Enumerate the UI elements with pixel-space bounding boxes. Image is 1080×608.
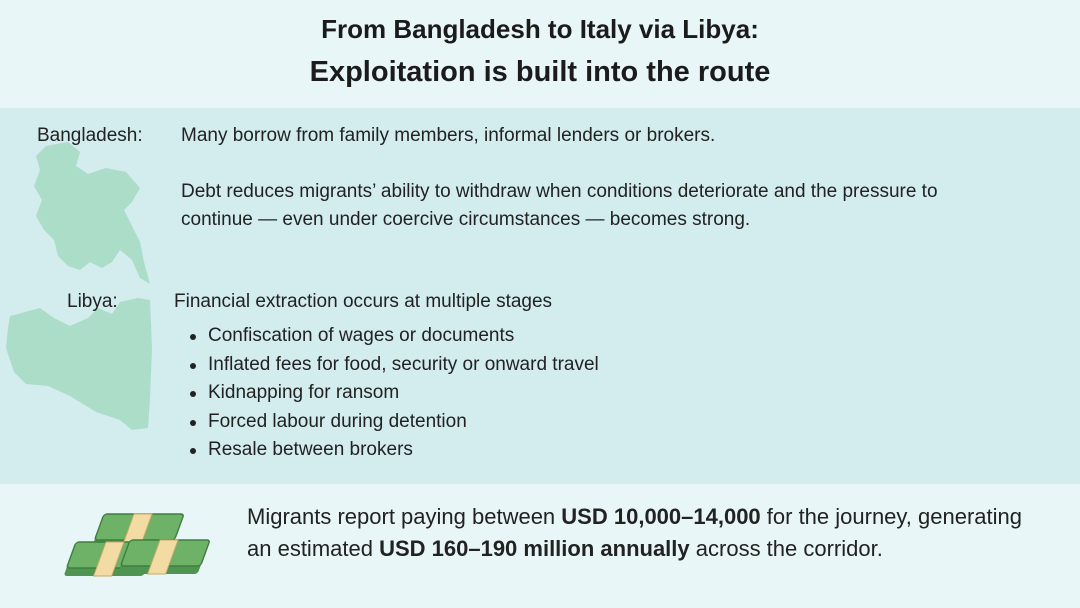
bullet-icon: [190, 391, 196, 397]
list-item: [188, 351, 599, 380]
bangladesh-text-1: Many borrow from family members, informal lenders or brokers.: [181, 125, 716, 146]
bullet-icon: [190, 448, 196, 454]
cost-range-highlight: USD 10,000–14,000: [561, 504, 761, 529]
bangladesh-map-icon: [28, 138, 158, 288]
bullet-icon: [190, 334, 196, 340]
cost-text-part2: for the journey, generating an estimated: [247, 504, 1022, 561]
list-item-text: Resale between brokers: [208, 439, 413, 460]
bangladesh-label: Bangladesh:: [37, 125, 143, 146]
money-stack-icon: [56, 510, 214, 590]
list-item-text: Inflated fees for food, security or onward travel: [208, 353, 599, 375]
header: [0, 0, 1080, 108]
content-panel: [0, 108, 1080, 484]
list-item-text: Kidnapping for ransom: [208, 382, 400, 403]
bangladesh-text-2: Debt reduces migrants’ ability to withdraw when conditions deteriorate and the pressure to continue — even under coercive circumstances — becomes strong.: [181, 181, 938, 230]
page-title-line1: From Bangladesh to Italy via Libya:: [321, 14, 759, 44]
cost-summary-text: [247, 501, 1047, 565]
bullet-icon: [190, 420, 196, 426]
libya-label: Libya:: [67, 291, 118, 312]
bullet-icon: [190, 363, 196, 369]
libya-bullet-list: [188, 322, 599, 465]
list-item-text: Confiscation of wages or documents: [208, 325, 515, 346]
list-item: [188, 436, 599, 465]
list-item: [188, 408, 599, 437]
footer-panel: [0, 484, 1080, 608]
list-item-text: Forced labour during detention: [208, 410, 467, 432]
list-item: [188, 322, 599, 351]
libya-text-1: Financial extraction occurs at multiple stages: [174, 291, 553, 312]
annual-revenue-highlight: USD 160–190 million annually: [379, 536, 690, 561]
cost-text-part3: across the corridor.: [689, 536, 883, 561]
page-title-line2: Exploitation is built into the route: [309, 56, 771, 88]
cost-text-part1: Migrants report paying between: [247, 504, 562, 529]
list-item: [188, 379, 599, 408]
